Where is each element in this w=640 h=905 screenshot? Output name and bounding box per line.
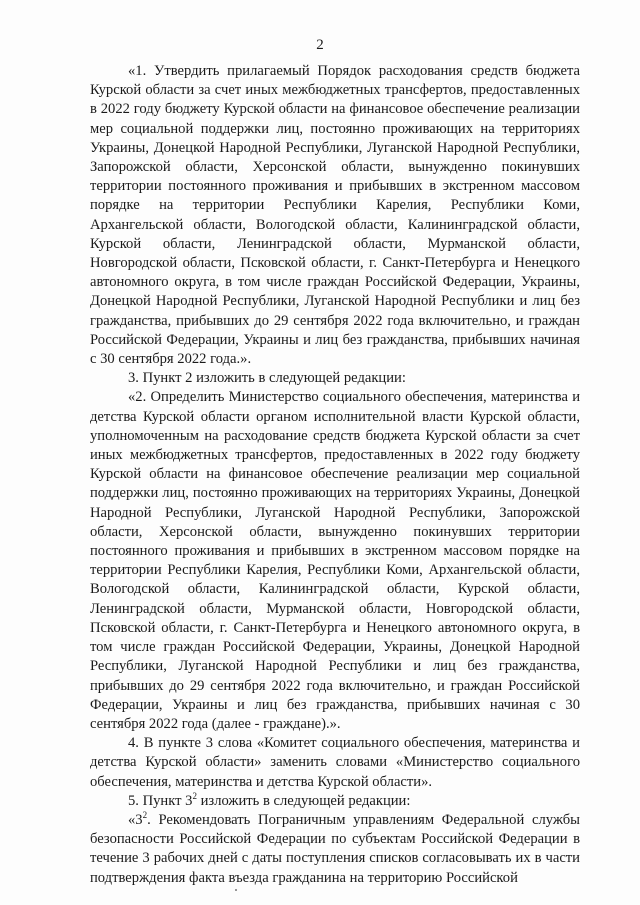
paragraph-item-3-heading: 3. Пункт 2 изложить в следующей редакции: (128, 370, 406, 387)
page-number: 2 (316, 37, 324, 53)
paragraph-item-5-text-end: изложить в следующей редакции: (196, 792, 411, 809)
scan-speck (235, 889, 237, 891)
paragraph-item-5-heading (90, 792, 580, 811)
paragraph-define-ministry: «2. Определить Министерство социального обеспечения, материнства и детства Курской области органом исполнительной власти Курской области, уполномоченным на расходование средств бюджета Курской области за счет иных межбюджетных трансфертов, предоставленных в 2022 году бюджету Курской области на финансовое обеспечение реализации мер социальной поддержки лиц, постоянно проживающих на территориях Украины, Донецкой Народной Республики, Луганской Народной Республики, Запорожской области, Херсонской области, вынужденно покинувших территории постоянного проживания и прибывших в экстренном массовом порядке на территории Республики Карелия, Республики Коми, Архангельской области, Вологодской области, Калининградской области, Курской области, Ленинградской области, Мурманской области, Новгородской области, Псковской области, г. Санкт-Петербурга и Ненецкого автономного округа, в том числе граждан Российской Федерации, Украины, Донецкой Народной Республики, Луганской Народной Республики и лиц без гражданства, прибывших до 29 сентября 2022 года включительно, и граждан Российской Федерации, Украины и лиц без гражданства, прибывших начиная с 30 сентября 2022 года (далее - граждане).». (90, 389, 580, 732)
paragraph-recommend-border-service (90, 811, 580, 888)
paragraph-item-5-text-start: 5. Пункт 3 (128, 792, 193, 809)
paragraph-recommend-text-start: «3 (128, 811, 143, 828)
paragraph-item-4-replace-words: 4. В пункте 3 слова «Комитет социального обеспечения, материнства и детства Курской области» заменить словами «Министерство социального обеспечения, материнства и детства Курской области». (90, 735, 580, 790)
paragraph-recommend-text-end: . Рекомендовать Пограничным управлениям Федеральной службы безопасности Российской Федерации по субъектам Российской Федерации в течение 3 рабочих дней с даты поступления списков согласовывать их в части подтверждения факта въезда гражданина на территорию Российской (90, 811, 580, 886)
superscript-index: 2 (142, 810, 148, 821)
document-body (90, 62, 580, 888)
superscript-index: 2 (192, 790, 197, 801)
paragraph-approve-procedure: «1. Утвердить прилагаемый Порядок расходования средств бюджета Курской области за счет иных межбюджетных трансфертов, предоставленных в 2022 году бюджету Курской области на финансовое обеспечение реализации мер социальной поддержки лиц, постоянно проживающих на территориях Украины, Донецкой Народной Республики, Луганской Народной Республики, Запорожской области, Херсонской области, вынужденно покинувших территории постоянного проживания и прибывших в экстренном массовом порядке на территории Республики Карелия, Республики Коми, Архангельской области, Вологодской области, Калининградской области, Курской области, Ленинградской области, Мурманской области, Новгородской области, Псковской области, г. Санкт-Петербурга и Ненецкого автономного округа, в том числе граждан Российской Федерации, Украины, Донецкой Народной Республики, Луганской Народной Республики и лиц без гражданства, прибывших до 29 сентября 2022 года включительно, и граждан Российской Федерации, Украины и лиц без гражданства, прибывших начиная с 30 сентября 2022 года.». (90, 63, 580, 368)
